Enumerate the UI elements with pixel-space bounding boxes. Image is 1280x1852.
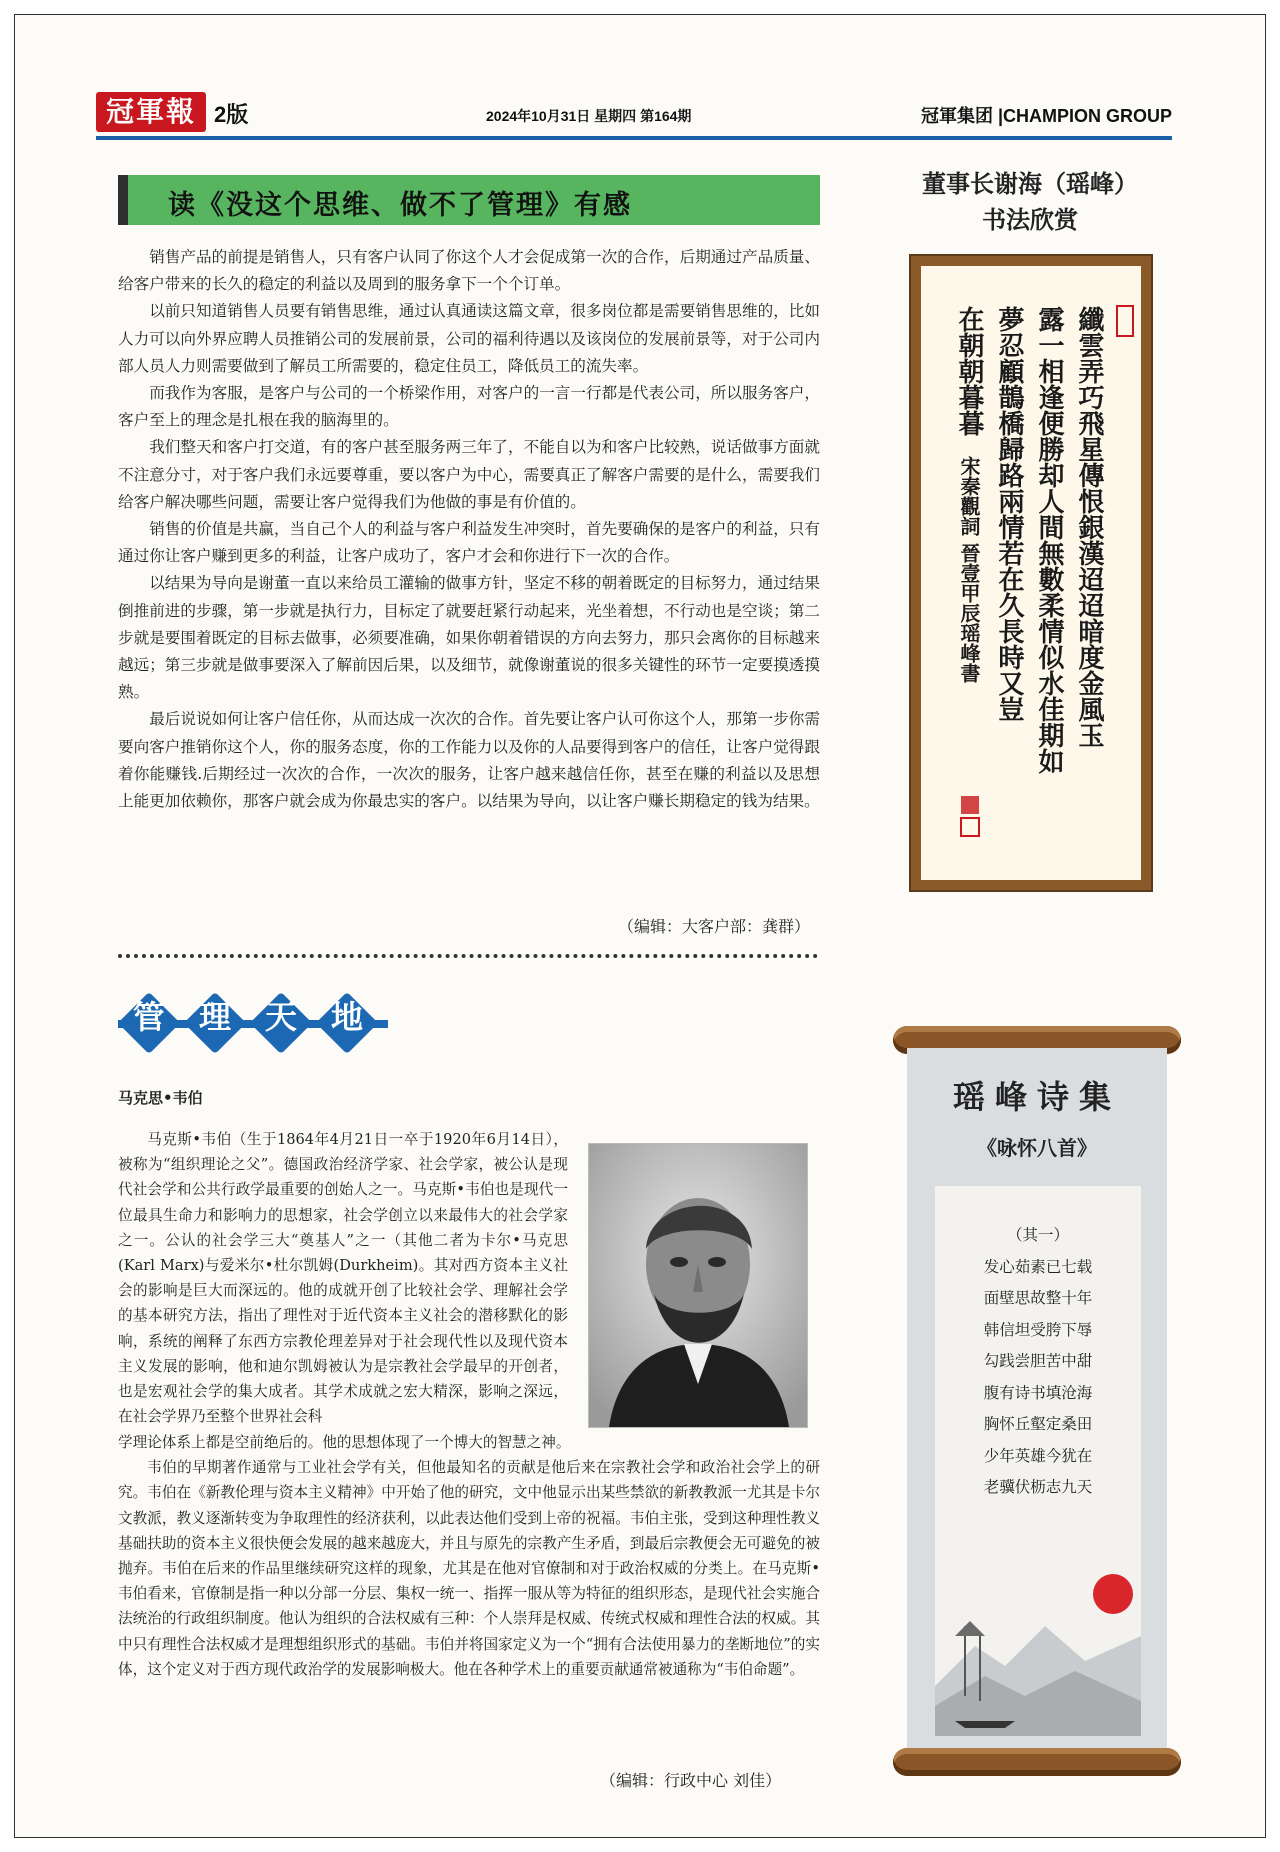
- header-diamond: [118, 992, 180, 1054]
- calligraphy-column: 露一相逢便勝却人間無數柔情似水佳期如: [1034, 306, 1064, 774]
- red-sun: [1093, 1574, 1133, 1614]
- article-title: 读《没这个思维、做不了管理》有感: [168, 190, 632, 221]
- calligraphy-heading-line: 书法欣赏: [982, 206, 1078, 234]
- article-body: [118, 244, 820, 815]
- header-diamond: [250, 992, 312, 1054]
- poem-section: （其一）: [1006, 1226, 1069, 1244]
- header-char: 管: [132, 998, 165, 1036]
- weber-intro: [118, 1127, 568, 1429]
- calligraphy-column: 夢忍顧鵲橋歸路兩情若在久長時又豈: [994, 306, 1024, 722]
- dotted-divider: [118, 954, 818, 958]
- weber-portrait: [588, 1143, 808, 1428]
- seal-stamp: [1117, 306, 1133, 336]
- poem-collection-title: 瑶峰诗集: [952, 1078, 1121, 1116]
- scroll-rod-bottom: [893, 1748, 1181, 1776]
- poem-line: 腹有诗书填沧海: [983, 1383, 1093, 1402]
- calligraphy-heading-line: 董事长谢海（瑶峰）: [922, 170, 1138, 198]
- article-title-banner: [118, 175, 820, 225]
- poem-line: 胸怀丘壑定桑田: [983, 1415, 1093, 1433]
- header-char: 天: [264, 998, 297, 1036]
- masthead: [96, 92, 1172, 138]
- edition-label: 2版: [214, 102, 249, 127]
- header-char: 理: [198, 998, 231, 1036]
- portrait-image: [589, 1144, 807, 1427]
- poem-line: 发心茹素已七载: [983, 1257, 1093, 1276]
- paragraph: 最后说说如何让客户信任你，从而达成一次次的合作。首先要让客户认可你这个人，那第一步你需要向客户推销你这个人，你的服务态度，你的工作能力以及你的人品要得到客户的信任，让客户觉得跟着你能赚钱.后期经过一次次的合作，一次次的服务，让客户越来越信任你，甚至在赚的利益以及思想上能更加依赖你，那客户就会成为你最忠实的客户。以结果为导向，以让客户赚长期稳定的钱为结果。: [118, 710, 820, 811]
- paragraph: 销售产品的前提是销售人，只有客户认同了你这个人才会促成第一次的合作，后期通过产品质量、给客户带来的长久的稳定的利益以及周到的服务拿下一个个订单。: [118, 248, 820, 294]
- weber-body: [118, 1430, 820, 1682]
- poem-line: 韩信坦受胯下辱: [983, 1320, 1093, 1339]
- paragraph: 学理论体系上都是空前绝后的。他的思想体现了一个博大的智慧之神。: [118, 1434, 571, 1451]
- seal-stamp: [961, 796, 979, 814]
- poem-line: 老骥伏枥志九天: [983, 1478, 1093, 1496]
- calligraphy-image: [921, 266, 1141, 880]
- header-char: 地: [330, 998, 363, 1036]
- poem-line: 面壁思故整十年: [983, 1289, 1093, 1307]
- dateline: 2024年10月31日 星期四 第164期: [486, 108, 692, 124]
- group-name: 冠軍集团 |CHAMPION GROUP: [920, 106, 1172, 126]
- calligraphy-column: 在朝朝暮暮: [954, 306, 984, 436]
- masthead-rule: [96, 136, 1172, 140]
- paragraph: 韦伯的早期著作通常与工业社会学有关，但他最知名的贡献是他后来在宗教社会学和政治社会学上的研究。韦伯在《新教伦理与资本主义精神》中开始了他的研究，文中他显示出某些禁欲的新教教派一尤其是卡尔文教派，教义逐渐转变为争取理性的经济获利，以此表达他们受到上帝的祝福。韦伯主张，受到这种理性教义基础扶助的资本主义很快便会发展的越来越庞大，并且与原先的宗教产生矛盾，到最后宗教便会无可避免的被抛弃。韦伯在后来的作品里继续研究这样的现象，尤其是在他对官僚制和对于政治权威的分类上。在马克斯•韦伯看来，官僚制是指一种以分部一分层、集权一统一、指挥一服从等为特征的组织形态，是现代社会实施合法统治的行政组织制度。他认为组织的合法权威有三种：个人崇拜是权威、传统式权威和理性合法的权威。其中只有理性合法权威才是理想组织形式的基础。韦伯并将国家定义为一个“拥有合法使用暴力的垄断地位”的实体，这个定义对于西方现代政治学的发展影响极大。他在各种学术上的重要贡献通常被通称为“韦伯命题”。: [118, 1459, 820, 1678]
- poem-panel: [935, 1186, 1141, 1736]
- calligraphy-artwork: [921, 266, 1141, 880]
- header-diamond: [184, 992, 246, 1054]
- paragraph: 而我作为客服，是客户与公司的一个桥梁作用，对客户的一言一行都是代表公司，所以服务客户，客户至上的理念是扎根在我的脑海里的。: [118, 384, 820, 430]
- management-editor-credit: （编辑：行政中心 刘佳）: [600, 1771, 782, 1790]
- paragraph: 销售的价值是共赢，当自己个人的利益与客户利益发生冲突时，首先要确保的是客户的利益，只有通过你让客户赚到更多的利益，让客户成功了，客户才会和你进行下一次的合作。: [118, 520, 820, 566]
- paragraph: 以前只知道销售人员要有销售思维，通过认真通读这篇文章，很多岗位都是需要销售思维的，比如人力可以向外界应聘人员推销公司的发展前景，公司的福利待遇以及该岗位的发展前景等，对于公司内部人员人力则需要做到了解员工所需要的，稳定住员工，降低员工的流失率。: [118, 302, 820, 375]
- article-editor-credit: （编辑：大客户部：龚群）: [617, 917, 810, 936]
- poem-line: 少年英雄今犹在: [983, 1446, 1093, 1465]
- paragraph: 我们整天和客户打交道，有的客户甚至服务两三年了，不能自以为和客户比较熟，说话做事方面就不注意分寸，对于客户我们永远要尊重，要以客户为中心，需要真正了解客户需要的是什么，需要我们给客户解决哪些问题，需要让客户觉得我们为他做的事是有价值的。: [118, 438, 820, 511]
- calligraphy-frame: [909, 254, 1153, 892]
- poem-scroll: [907, 1048, 1167, 1748]
- paragraph: 马克斯•韦伯（生于1864年4月21日一卒于1920年6月14日），被称为“组织理论之父”。德国政治经济学家、社会学家，被公认是现代社会学和公共行政学最重要的创始人之一。马克斯•韦伯也是现代一位最具生命力和影响力的思想家，社会学创立以来最伟大的社会学家之一。公认的社会学三大“奠基人”之一（其他二者为卡尔•马克思(Karl Marx)与爱米尔•杜尔凯姆(Durkheim)。其对西方资本主义社会的影响是巨大而深远的。他的成就开创了比较社会学、理解社会学的基本研究方法，指出了理性对于近代资本主义社会的潜移默化的影响，系统的阐释了东西方宗教伦理差异对于社会现代性以及现代资本主义发展的影响，他和迪尔凯姆被认为是宗教社会学最早的开创者，也是宏观社会学的集大成者。其学术成就之宏大精深，影响之深远，在社会学界乃至整个世界社会科: [118, 1131, 568, 1426]
- poem-line: 勾践尝胆苦中甜: [983, 1352, 1093, 1370]
- header-diamond: [316, 992, 378, 1054]
- seal-stamp: [961, 818, 979, 836]
- subject-title: 马克思•韦伯: [118, 1089, 203, 1107]
- landscape-illustration: [935, 1536, 1141, 1736]
- poem-subtitle: 《咏怀八首》: [977, 1136, 1097, 1160]
- paper-logo: 冠軍報: [96, 92, 206, 132]
- poem-text: [935, 1220, 1141, 1504]
- calligraphy-heading: [880, 166, 1180, 238]
- calligraphy-column: 纖雲弄巧飛星傳恨銀漢迢迢暗度金風玉: [1074, 306, 1104, 748]
- paragraph: 以结果为导向是谢董一直以来给员工灌输的做事方针，坚定不移的朝着既定的目标努力，通过结果倒推前进的步骤，第一步就是执行力，目标定了就要赶紧行动起来，光坐着想，不行动也是空谈；第二步就是要围着既定的目标去做事，必须要准确，如果你朝着错误的方向去努力，那只会离你的目标越来越远；第三步就是做事要深入了解前因后果，以及细节，就像谢董说的很多关键性的环节一定要摸透摸熟。: [118, 574, 820, 702]
- calligraphy-signature: 宋秦觀詞 晉壹甲辰瑶峰書: [957, 456, 981, 683]
